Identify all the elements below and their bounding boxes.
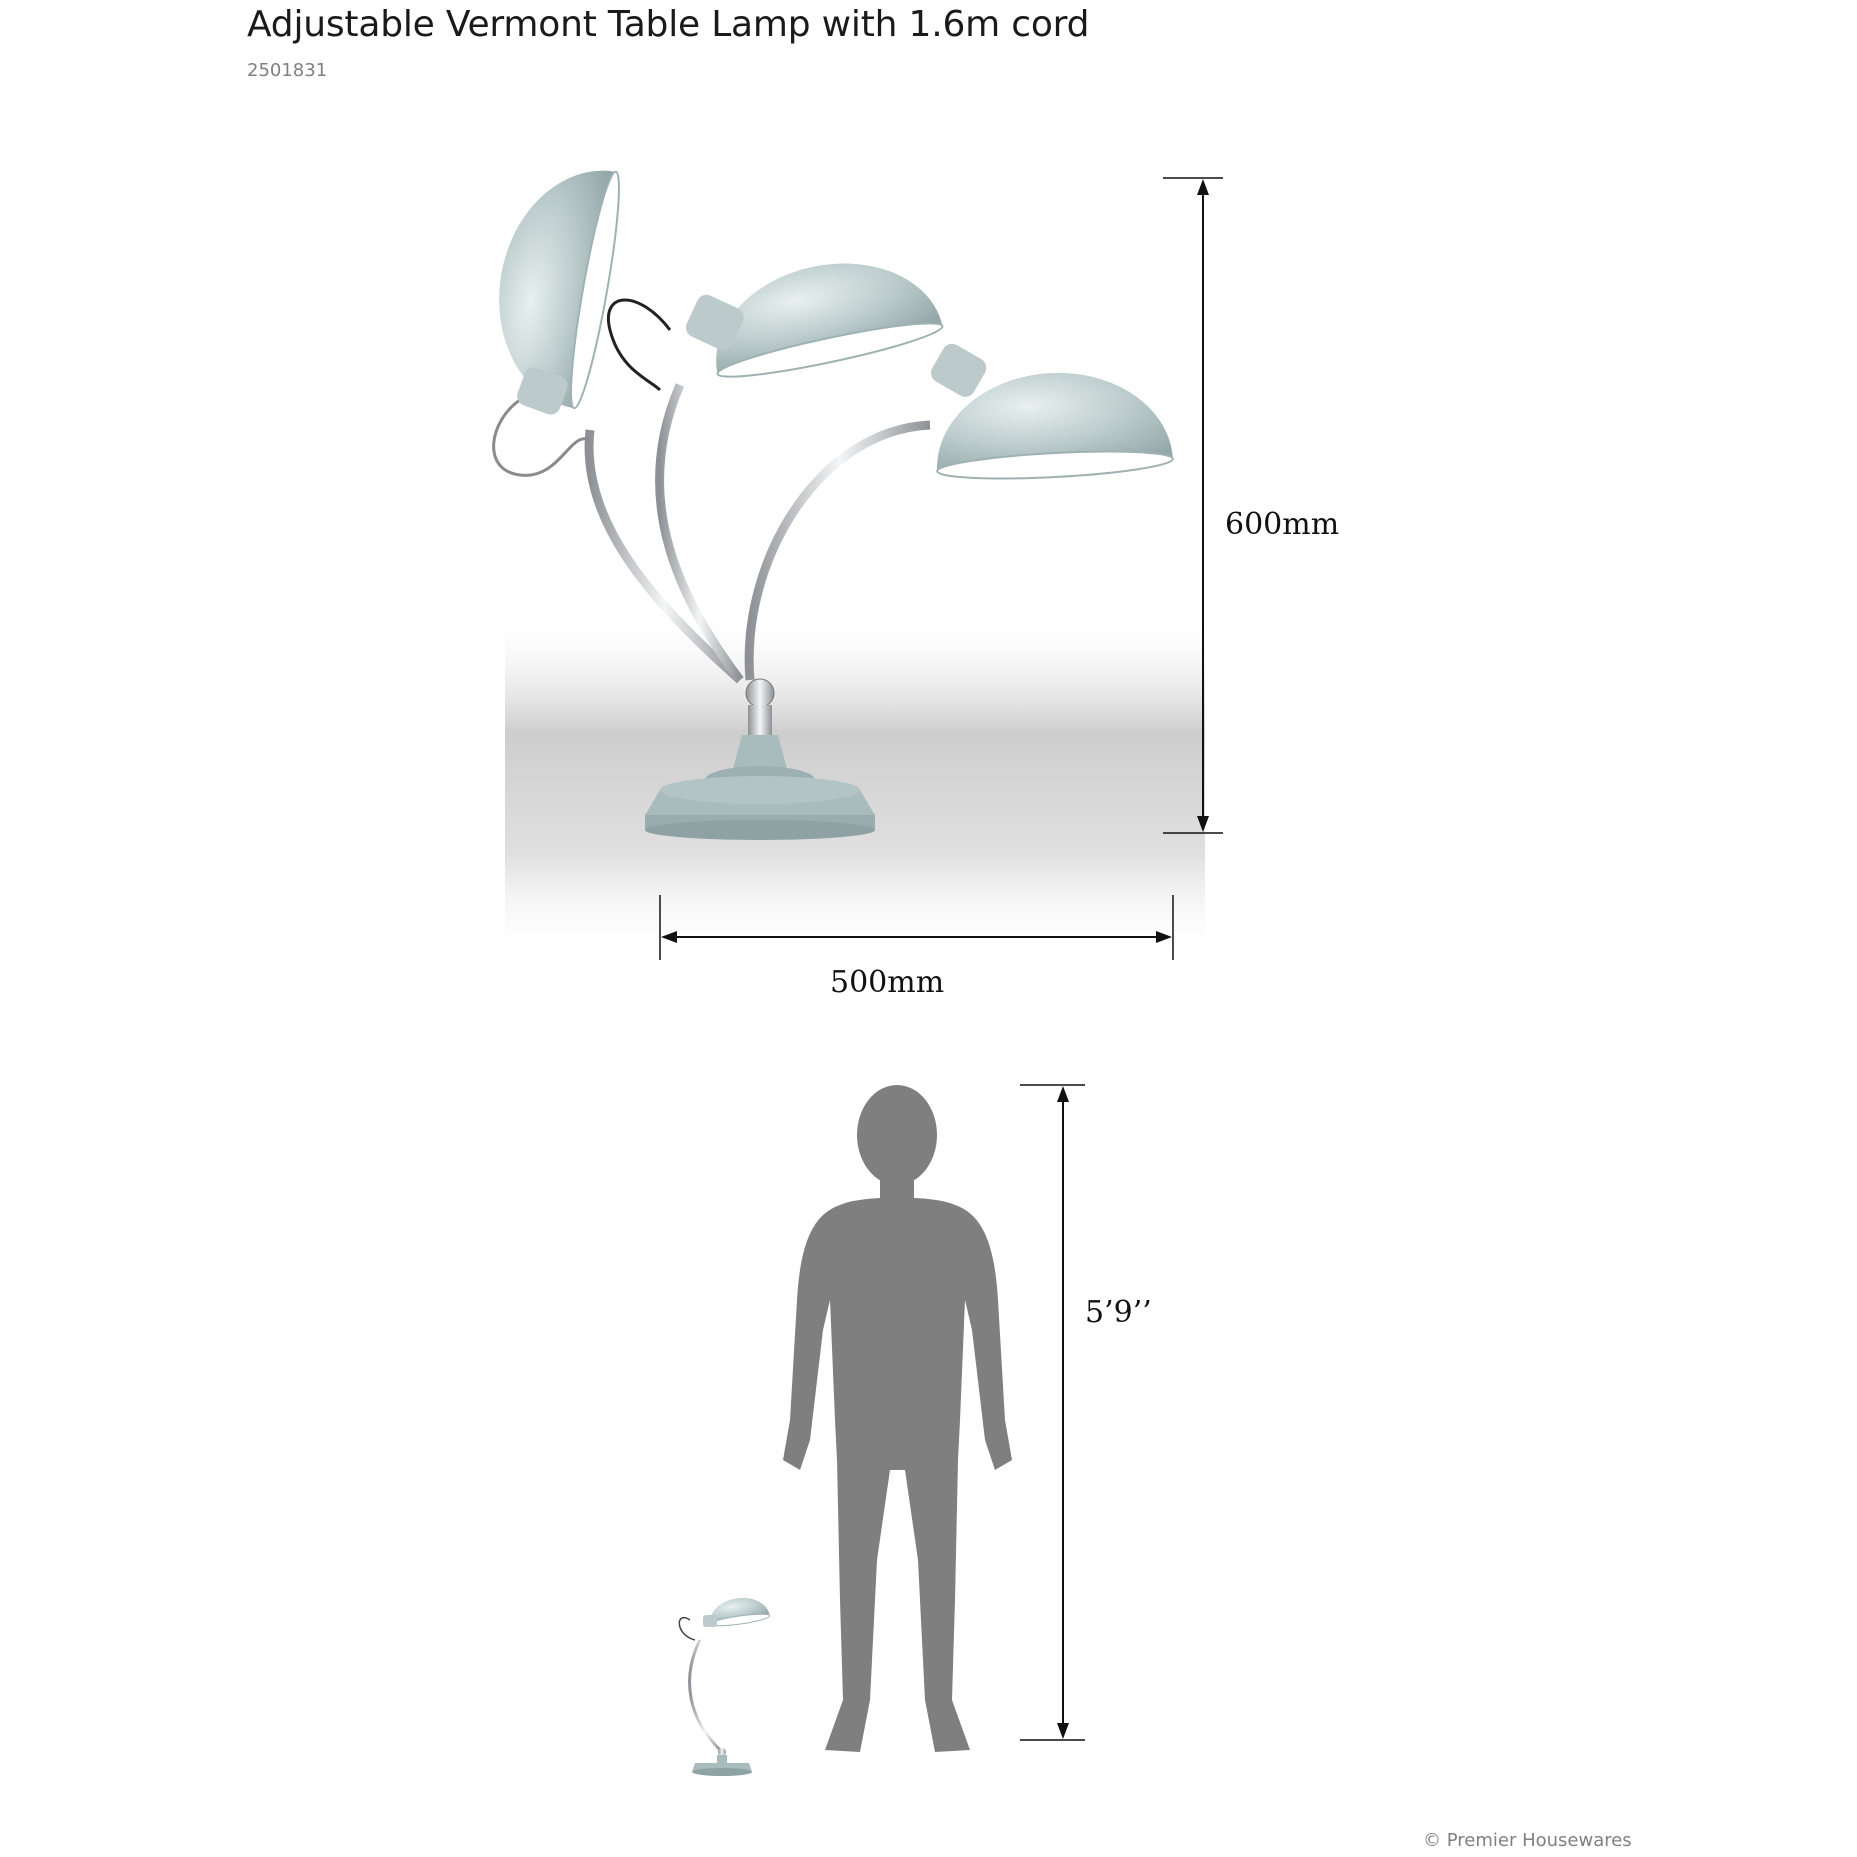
person-height-label: 5’9’’ (1085, 1295, 1152, 1330)
product-sku: 2501831 (247, 60, 328, 81)
product-title: Adjustable Vermont Table Lamp with 1.6m cord (247, 4, 1090, 45)
height-label: 600mm (1225, 507, 1340, 542)
backdrop-shadow (505, 610, 1205, 960)
small-lamp-illustration (679, 1594, 770, 1776)
copyright-notice: © Premier Housewares (1423, 1830, 1632, 1851)
width-label: 500mm (830, 965, 945, 1000)
person-height-dimension-line (1020, 1085, 1085, 1740)
human-silhouette (783, 1085, 1012, 1752)
